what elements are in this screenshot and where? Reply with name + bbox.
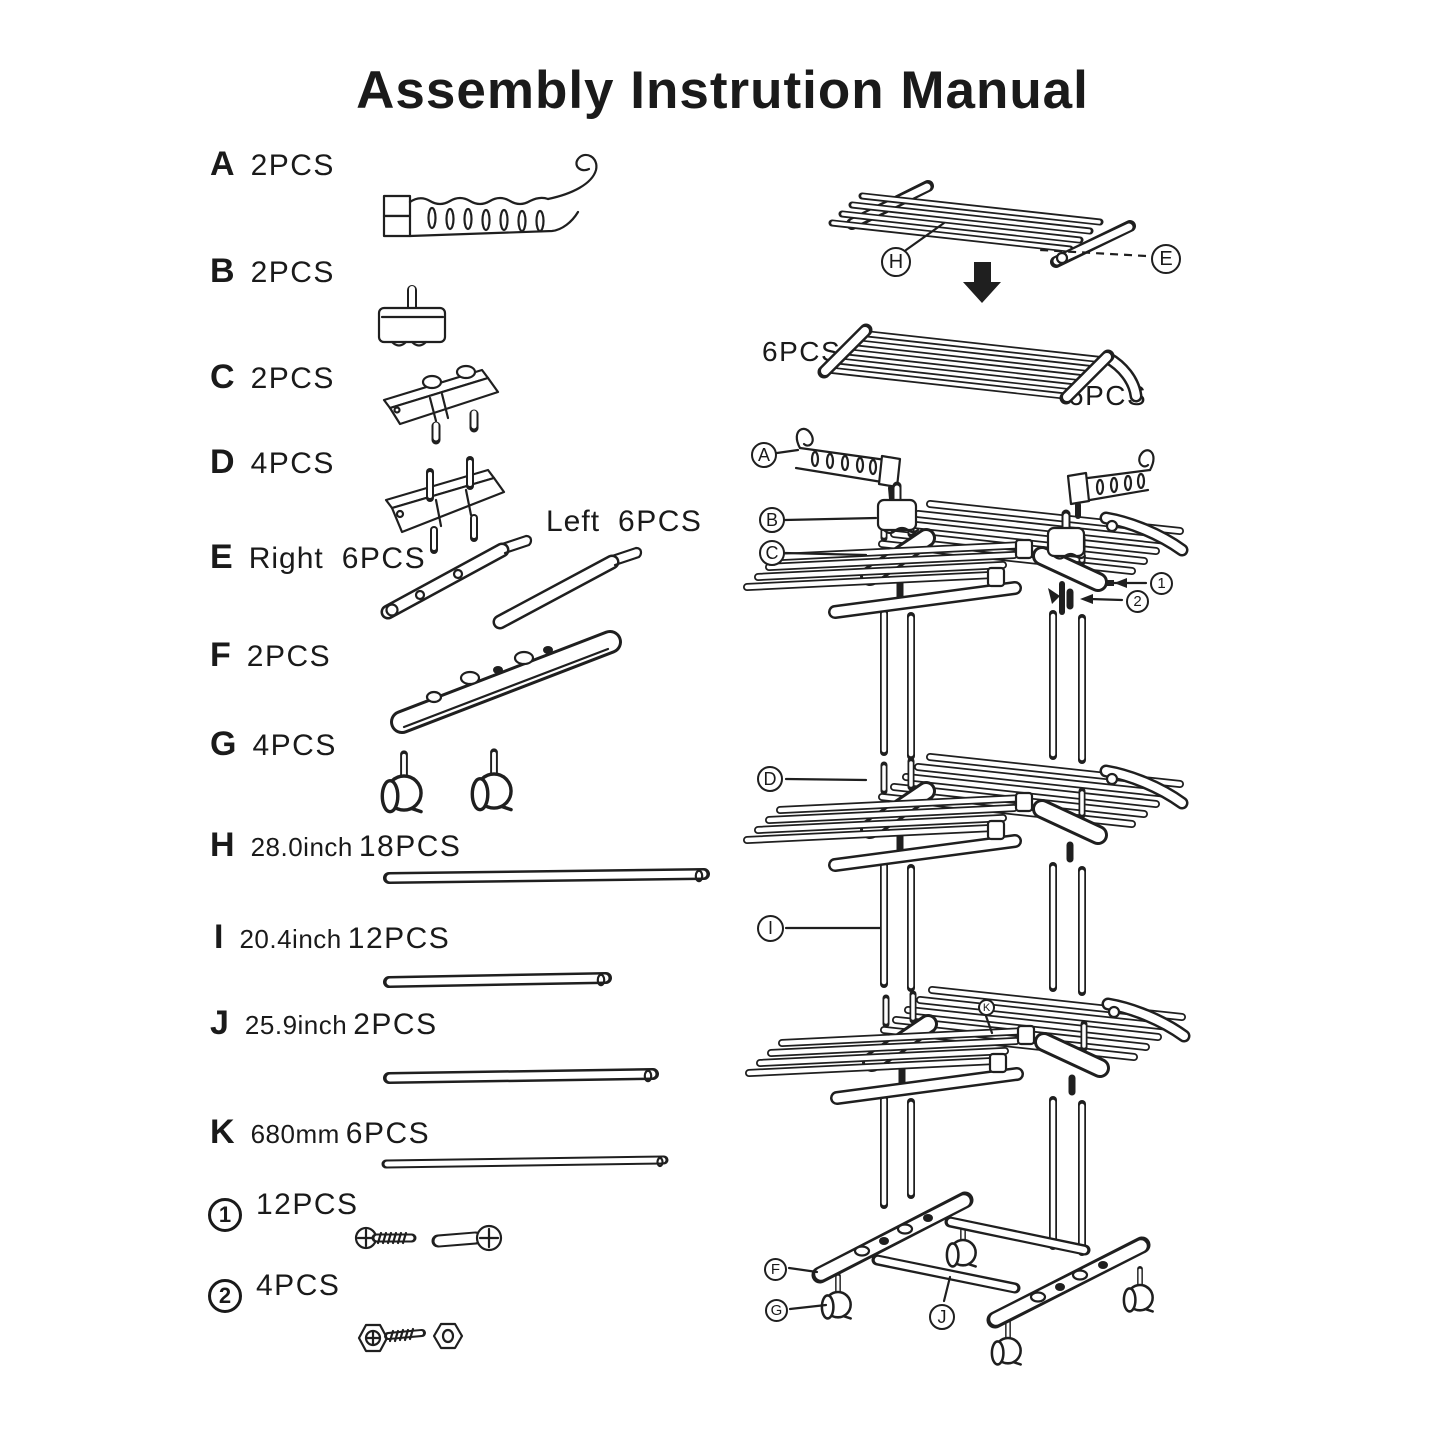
part-qty: 2PCS [250,362,335,395]
part-letter: C [210,358,235,396]
part-size: 20.4inch [239,924,342,954]
part-qty: 6PCS [345,1117,431,1150]
part-g-drawing [382,752,511,811]
part-size: 680mm [250,1119,340,1149]
part-a-drawing [384,155,596,236]
part-letter: A [210,145,235,183]
part-e-left-drawing [500,548,641,622]
part-size: 25.9inch [244,1010,348,1040]
part-screw2-drawing [359,1324,462,1351]
callout-i: I [757,915,784,942]
part-letter: I [214,918,224,956]
part-qty: 2PCS [250,149,335,182]
part-qty: 12PCS [256,1188,359,1221]
callout-d: D [757,766,783,792]
part-qty: 2PCS [250,256,335,289]
step-exploded-shelf [832,186,1130,263]
part-qty: 4PCS [250,447,335,480]
callout-f: F [764,1258,787,1281]
part-d-drawing [386,460,504,550]
part-k-rod-drawing [386,1158,664,1166]
callout-j: J [929,1304,955,1330]
part-side-label: Left [546,505,601,538]
step-qty-right: 6PCS [1068,380,1148,411]
part-qty: 12PCS [347,922,451,955]
step-assembled-shelf [824,330,1136,398]
part-qty: 18PCS [358,830,462,863]
part-i-rod-drawing [389,975,606,985]
part-qty: 4PCS [252,729,337,762]
rack-poles [884,612,1082,1252]
callout-screw2: 2 [1126,590,1149,613]
part-qty: 2PCS [353,1008,438,1041]
part-h-rod-drawing [389,871,704,881]
circled-number: 2 [208,1279,242,1313]
step-qty-left: 6PCS [762,336,842,367]
callout-screw1: 1 [1150,572,1173,595]
part-letter: D [210,443,235,481]
part-c-drawing [384,366,498,440]
part-letter: E [210,538,233,576]
callout-k: K [978,999,995,1016]
part-letter: B [210,252,235,290]
part-b-drawing [379,289,445,346]
callout-b: B [759,507,785,533]
part-qty: 4PCS [256,1269,341,1302]
rack-tier-3 [749,990,1184,1098]
part-letter: J [210,1004,229,1042]
part-letter: F [210,636,231,674]
part-qty: 6PCS [618,505,703,538]
callout-c: C [759,540,785,566]
callout-a: A [751,442,777,468]
rack-base [820,1200,1153,1364]
callout-g: G [765,1299,788,1322]
part-letter: G [210,725,237,763]
part-qty: 6PCS [341,542,427,575]
part-f-drawing [402,642,610,727]
rack-tier-2 [747,757,1182,865]
part-screw1-drawing [356,1226,501,1250]
callout-h: H [881,247,911,277]
part-e-right-drawing [387,536,531,616]
part-size: 28.0inch [250,832,353,862]
part-side-label: Right [248,542,324,575]
circled-number: 1 [208,1198,242,1232]
page-title: Assembly Instrution Manual [356,61,1089,120]
part-letter: H [210,826,235,864]
part-letter: K [210,1113,235,1151]
callout-e: E [1151,244,1181,274]
down-arrow-icon [963,262,1001,303]
part-qty: 2PCS [246,640,332,673]
part-j-rod-drawing [389,1071,653,1081]
